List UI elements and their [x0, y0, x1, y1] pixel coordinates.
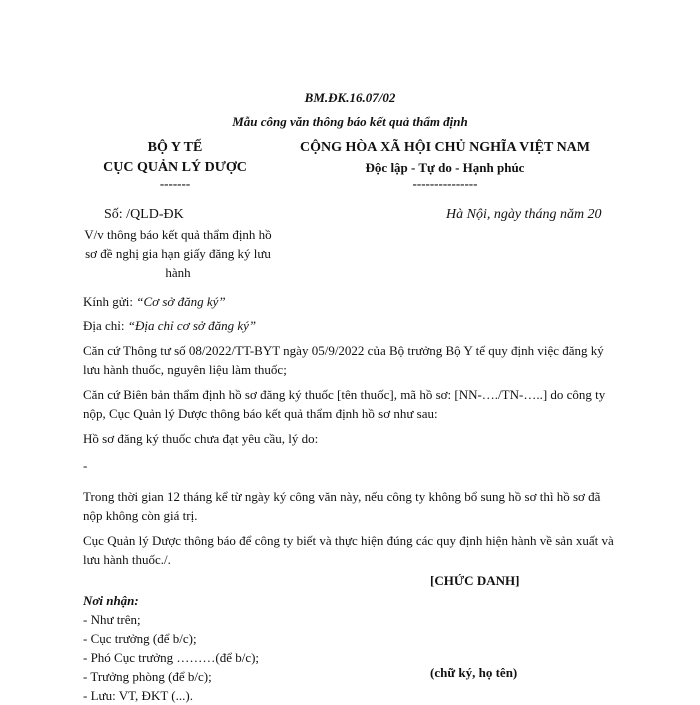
department-name: CỤC QUẢN LÝ DƯỢC	[103, 160, 247, 175]
body-paragraph-appraisal: Căn cứ Biên bản thẩm định hồ sơ đăng ký thuốc [tên thuốc], mã hồ sơ: [NN-…./TN-…..] do công ty nộp, Cục Quản lý Dược thông báo kết quả thẩm định hồ sơ như sau:	[83, 387, 606, 421]
form-code: BM.ĐK.16.07/02	[304, 90, 396, 105]
national-header	[295, 138, 595, 178]
address-value: “Địa chỉ cơ sở đăng ký”	[127, 318, 257, 333]
reason-bullet: -	[83, 458, 88, 473]
signature-note: (chữ ký, họ tên)	[430, 665, 518, 680]
addressee-line	[83, 292, 621, 311]
body-paragraph-result: Hồ sơ đăng ký thuốc chưa đạt yêu cầu, lý do:	[83, 431, 319, 446]
agency-divider: -------	[159, 176, 191, 191]
recipient-item: - Lưu: VT, ĐKT (...).	[83, 688, 193, 703]
form-title: Mẫu công văn thông báo kết quả thẩm định	[232, 114, 468, 129]
address-label: Địa chỉ:	[83, 318, 128, 333]
body-paragraph-legal-basis: Căn cứ Thông tư số 08/2022/TT-BYT ngày 05/9/2022 của Bộ trưởng Bộ Y tế quy định việc đăng ký lưu hành thuốc, nguyên liệu làm thuốc;	[83, 343, 604, 377]
recipient-item: - Như trên;	[83, 612, 141, 627]
recipients-block	[83, 591, 259, 705]
recipient-item: - Phó Cục trưởng ………(để b/c);	[83, 650, 260, 665]
document-number: Số: /QLD-ĐK	[104, 207, 184, 222]
national-motto: Độc lập - Tự do - Hạnh phúc	[365, 160, 525, 175]
recipients-label: Nơi nhận:	[83, 593, 139, 608]
body-paragraph-closing: Cục Quản lý Dược thông báo để công ty biết và thực hiện đúng các quy định hiện hành về sản xuất và lưu hành thuốc./.	[83, 533, 614, 567]
addressee-label: Kính gửi:	[83, 294, 137, 309]
issuing-agency	[100, 138, 250, 178]
ministry-name: BỘ Y TẾ	[147, 140, 203, 155]
nation-name: CỘNG HÒA XÃ HỘI CHỦ NGHĨA VIỆT NAM	[299, 140, 590, 155]
recipient-item: - Cục trưởng (để b/c);	[83, 631, 197, 646]
document-subject: V/v thông báo kết quả thẩm định hồ sơ đề nghị gia hạn giấy đăng ký lưu hành	[84, 227, 272, 280]
place-date: Hà Nội, ngày tháng năm 20	[446, 207, 602, 222]
motto-divider: ---------------	[412, 176, 478, 191]
recipient-item: - Trưởng phòng (để b/c);	[83, 669, 212, 684]
address-line	[83, 316, 621, 335]
signer-title: [CHỨC DANH]	[430, 573, 520, 588]
addressee-value: “Cơ sở đăng ký”	[136, 294, 226, 309]
document-body	[83, 292, 621, 575]
body-paragraph-deadline: Trong thời gian 12 tháng kể từ ngày ký công văn này, nếu công ty không bổ sung hồ sơ thì hồ sơ đã nộp không còn giá trị.	[83, 489, 601, 523]
